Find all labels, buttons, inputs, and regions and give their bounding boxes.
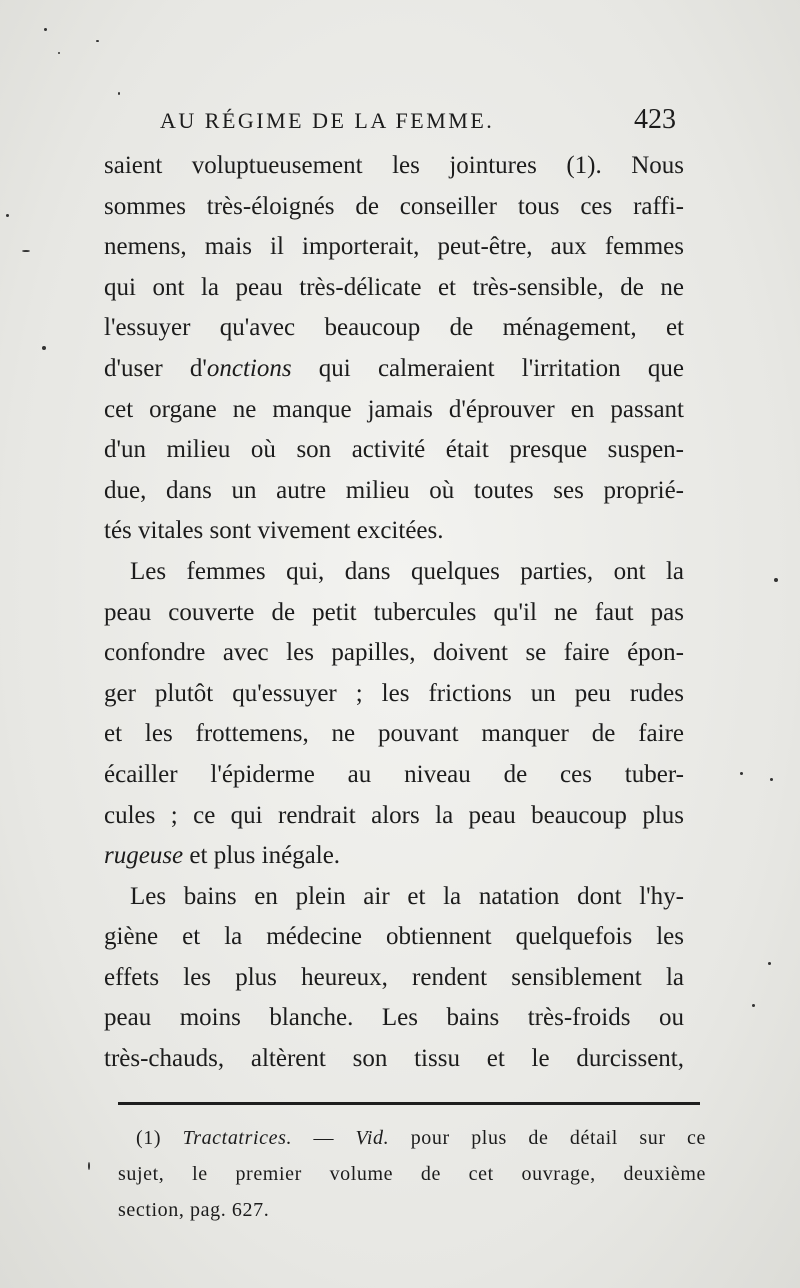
text-line: cet organe ne manque jamais d'éprouver en passant [104, 395, 684, 423]
scan-speck [770, 778, 773, 781]
footnote-line: sujet, le premier volume de cet ouvrage, deuxième [118, 1163, 706, 1185]
text-line: giène et la médecine obtiennent quelquefois les [104, 923, 684, 951]
text-line: sommes très-éloignés de conseiller tous ces raffi- [104, 192, 684, 220]
scan-speck [774, 578, 778, 582]
text-line: Les bains en plein air et la natation dont l'hy- [130, 882, 684, 910]
text-line: l'essuyer qu'avec beaucoup de ménagement, et [104, 314, 684, 342]
text-span: pour plus de détail sur ce [389, 1127, 706, 1149]
text-line: ger plutôt qu'essuyer ; les frictions un peu rudes [104, 679, 684, 707]
text-line: d'un milieu où son activité était presque suspen- [104, 436, 684, 464]
text-line: écailler l'épiderme au niveau de ces tuber- [104, 760, 684, 788]
text-line: Les femmes qui, dans quelques parties, ont la [130, 557, 684, 585]
text-line: saient voluptueusement les jointures (1). Nous [104, 152, 684, 179]
text-line: peau moins blanche. Les bains très-froids ou [104, 1004, 684, 1032]
text-line: peau couverte de petit tubercules qu'il ne faut pas [104, 598, 684, 626]
running-head-title: AU RÉGIME DE LA FEMME. [160, 108, 495, 133]
text-line: confondre avec les papilles, doivent se faire épon- [104, 639, 684, 667]
text-line: effets les plus heureux, rendent sensiblement la [104, 963, 684, 991]
footnote [118, 1120, 706, 1228]
footnote-line [118, 1120, 706, 1156]
footnote-line: section, pag. 627. [118, 1199, 270, 1221]
footnote-marker: (1) [136, 1127, 162, 1149]
scan-speck [88, 1162, 90, 1170]
text-line [104, 836, 684, 877]
footnote-rule [118, 1102, 700, 1105]
text-span: et plus inégale. [183, 842, 341, 870]
text-span: — [292, 1127, 356, 1149]
scan-speck [118, 92, 120, 95]
scan-speck [768, 962, 771, 965]
italic-term: Vid. [355, 1127, 390, 1149]
text-line: qui ont la peau très-délicate et très-sensible, de ne [104, 273, 684, 301]
running-head [160, 104, 680, 138]
text-line: cules ; ce qui rendrait alors la peau beaucoup plus [104, 801, 684, 829]
scan-speck [58, 52, 60, 54]
scan-speck [96, 40, 99, 42]
text-line: tés vitales sont vivement excitées. [104, 517, 444, 545]
text-span: qui calmeraient l'irritation que [291, 354, 684, 382]
scan-speck [6, 214, 9, 217]
text-line: très-chauds, altèrent son tissu et le durcissent, [104, 1045, 684, 1073]
text-line [104, 349, 684, 390]
italic-term: onctions [206, 354, 292, 382]
text-span: d'user d' [104, 354, 207, 382]
body-text [104, 146, 684, 1080]
page-number: 423 [634, 104, 676, 135]
italic-term: rugeuse [104, 842, 184, 870]
scan-speck [42, 346, 46, 350]
scan-speck [44, 28, 47, 31]
italic-term: Tractatrices. [182, 1127, 293, 1149]
scan-speck [752, 1004, 755, 1007]
text-line: due, dans un autre milieu où toutes ses proprié- [104, 476, 684, 504]
scan-speck [22, 250, 30, 252]
scan-speck [740, 772, 743, 775]
text-line: et les frottemens, ne pouvant manquer de faire [104, 720, 684, 748]
text-line: nemens, mais il importerait, peut-être, aux femmes [104, 233, 684, 261]
